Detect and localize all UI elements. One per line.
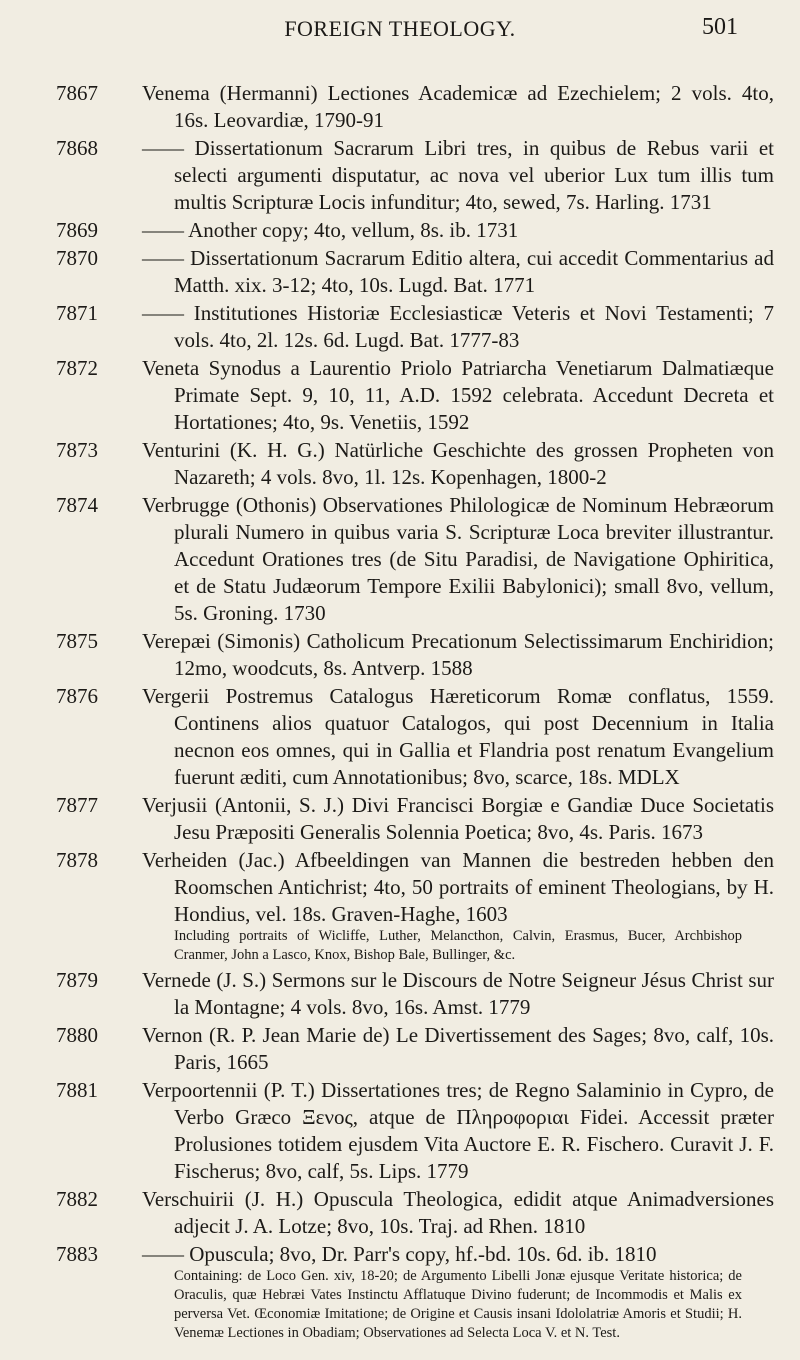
catalogue-entry <box>0 1186 800 1240</box>
entry-text: —— Institutiones Historiæ Ecclesiasticæ Veteris et Novi Testamenti; 7 vols. 4to, 2l. 12s. 6d. Lugd. Bat. 1777-83 <box>142 301 774 352</box>
entry-text: Venema (Hermanni) Lectiones Academicæ ad Ezechielem; 2 vols. 4to, 16s. Leovardiæ, 1790-91 <box>142 81 774 132</box>
catalogue-entry <box>0 967 800 1021</box>
catalogue-entry <box>0 1241 800 1343</box>
entry-number: 7873 <box>56 438 98 462</box>
entry-number: 7869 <box>56 218 98 242</box>
catalogue-entry <box>0 437 800 491</box>
entry-text: Verbrugge (Othonis) Observationes Philologicæ de Nominum Hebræorum plurali Numero in quibus varia S. Scripturæ Loca breviter illustrantur. Accedunt Orationes tres (de Situ Paradisi, de Navigatione Ophiritica, et de Statu Judæorum Tempore Exilii Babylonici); small 8vo, vellum, 5s. Groning. 1730 <box>142 493 774 625</box>
catalogue-entry <box>0 355 800 436</box>
entry-number: 7870 <box>56 246 98 270</box>
entry-number: 7875 <box>56 629 98 653</box>
page-header <box>0 6 800 46</box>
entry-text: Vernon (R. P. Jean Marie de) Le Divertissement des Sages; 8vo, calf, 10s. Paris, 1665 <box>142 1023 774 1074</box>
entry-text: Venturini (K. H. G.) Natürliche Geschichte des grossen Propheten von Nazareth; 4 vols. 8vo, 1l. 12s. Kopenhagen, 1800-2 <box>142 438 774 489</box>
entry-text: —— Opuscula; 8vo, Dr. Parr's copy, hf.-bd. 10s. 6d. ib. 1810 <box>142 1242 657 1266</box>
entry-text: Verjusii (Antonii, S. J.) Divi Francisci Borgiæ e Gandiæ Duce Societatis Jesu Præpositi Generalis Solennia Poetica; 8vo, 4s. Paris. 1673 <box>142 793 774 844</box>
entry-number: 7878 <box>56 848 98 872</box>
catalogue-entry <box>0 300 800 354</box>
entry-number: 7877 <box>56 793 98 817</box>
entry-number: 7876 <box>56 684 98 708</box>
catalogue-entry <box>0 80 800 134</box>
entry-text: Verschuirii (J. H.) Opuscula Theologica, edidit atque Animadversiones adjecit J. A. Lotze; 8vo, 10s. Traj. ad Rhen. 1810 <box>142 1187 774 1238</box>
entry-text: Verepæi (Simonis) Catholicum Precationum Selectissimarum Enchiridion; 12mo, woodcuts, 8s. Antverp. 1588 <box>142 629 774 680</box>
entry-number: 7871 <box>56 301 98 325</box>
catalogue-entry <box>0 217 800 244</box>
catalogue-entry <box>0 492 800 627</box>
entry-text: Vergerii Postremus Catalogus Hæreticorum Romæ conflatus, 1559. Continens alios quatuor Catalogos, qui post Decennium in Italia necnon eos omnes, qui in Gallia et Flandria post renatum Evangelium fuerunt æditi, cum Annotationibus; 8vo, scarce, 18s. MDLX <box>142 684 774 789</box>
catalogue-entry <box>0 1077 800 1185</box>
entry-number: 7882 <box>56 1187 98 1211</box>
entry-number: 7872 <box>56 356 98 380</box>
entry-number: 7868 <box>56 136 98 160</box>
running-head: FOREIGN THEOLOGY. <box>284 16 516 41</box>
catalogue-entry <box>0 847 800 965</box>
entry-number: 7874 <box>56 493 98 517</box>
entry-text: —— Dissertationum Sacrarum Libri tres, in quibus de Rebus varii et selecti argumenti disputatur, ac nova vel uberior Lux tum illis tum multis Scripturæ Locis infunditur; 4to, sewed, 7s. Harling. 1731 <box>142 136 774 214</box>
entry-number: 7880 <box>56 1023 98 1047</box>
entry-number: 7867 <box>56 81 98 105</box>
entry-number: 7883 <box>56 1242 98 1266</box>
catalogue-entry <box>0 628 800 682</box>
entry-text: Vernede (J. S.) Sermons sur le Discours de Notre Seigneur Jésus Christ sur la Montagne; 4 vols. 8vo, 16s. Amst. 1779 <box>142 968 774 1019</box>
entry-text: Verheiden (Jac.) Afbeeldingen van Mannen die bestreden hebben den Roomschen Antichrist; 4to, 50 portraits of eminent Theologians, by H. Hondius, vel. 18s. Graven-Haghe, 1603 <box>142 848 774 926</box>
catalogue-entry <box>0 683 800 791</box>
catalogue-entry <box>0 1022 800 1076</box>
catalogue-entry <box>0 792 800 846</box>
entry-text: —— Dissertationum Sacrarum Editio altera, cui accedit Commentarius ad Matth. xix. 3-12; 4to, 10s. Lugd. Bat. 1771 <box>142 246 774 297</box>
catalogue-entry <box>0 135 800 216</box>
entry-number: 7879 <box>56 968 98 992</box>
page-number: 501 <box>702 14 738 40</box>
entry-number: 7881 <box>56 1078 98 1102</box>
entry-text: Veneta Synodus a Laurentio Priolo Patriarcha Venetiarum Dalmatiæque Primate Sept. 9, 10, 11, A.D. 1592 celebrata. Accedunt Decreta et Hortationes; 4to, 9s. Venetiis, 1592 <box>142 356 774 434</box>
entry-text: —— Another copy; 4to, vellum, 8s. ib. 1731 <box>142 218 519 242</box>
entry-text: Verpoortennii (P. T.) Dissertationes tres; de Regno Salaminio in Cypro, de Verbo Græco Ξενος, atque de Πληροφοριαι Fidei. Accessit præter Prolusiones totidem ejusdem Vita Auctore E. R. Fischero. Curavit J. F. Fischerus; 8vo, calf, 5s. Lips. 1779 <box>142 1078 774 1183</box>
catalogue-entry <box>0 245 800 299</box>
entry-note: Including portraits of Wicliffe, Luther, Melancthon, Calvin, Erasmus, Bucer, Archbishop Cranmer, John a Lasco, Knox, Bishop Bale, Bullinger, &c. <box>174 928 742 963</box>
entry-list <box>0 80 800 1345</box>
entry-note: Containing: de Loco Gen. xiv, 18-20; de Argumento Libelli Jonæ ejusque Veritate historica; de Oraculis, quæ Hebræi Vates Instinctu Afflatuque Divino fuderunt; de Incommodis et Malis ex perversa Vet. Œconomiæ Imitatione; de Origine et Causis insani Idololatriæ Amoris et Studii; H. Venemæ Lectiones in Obadiam; Observationes ad Selecta Loca V. et N. Test. <box>174 1268 742 1341</box>
